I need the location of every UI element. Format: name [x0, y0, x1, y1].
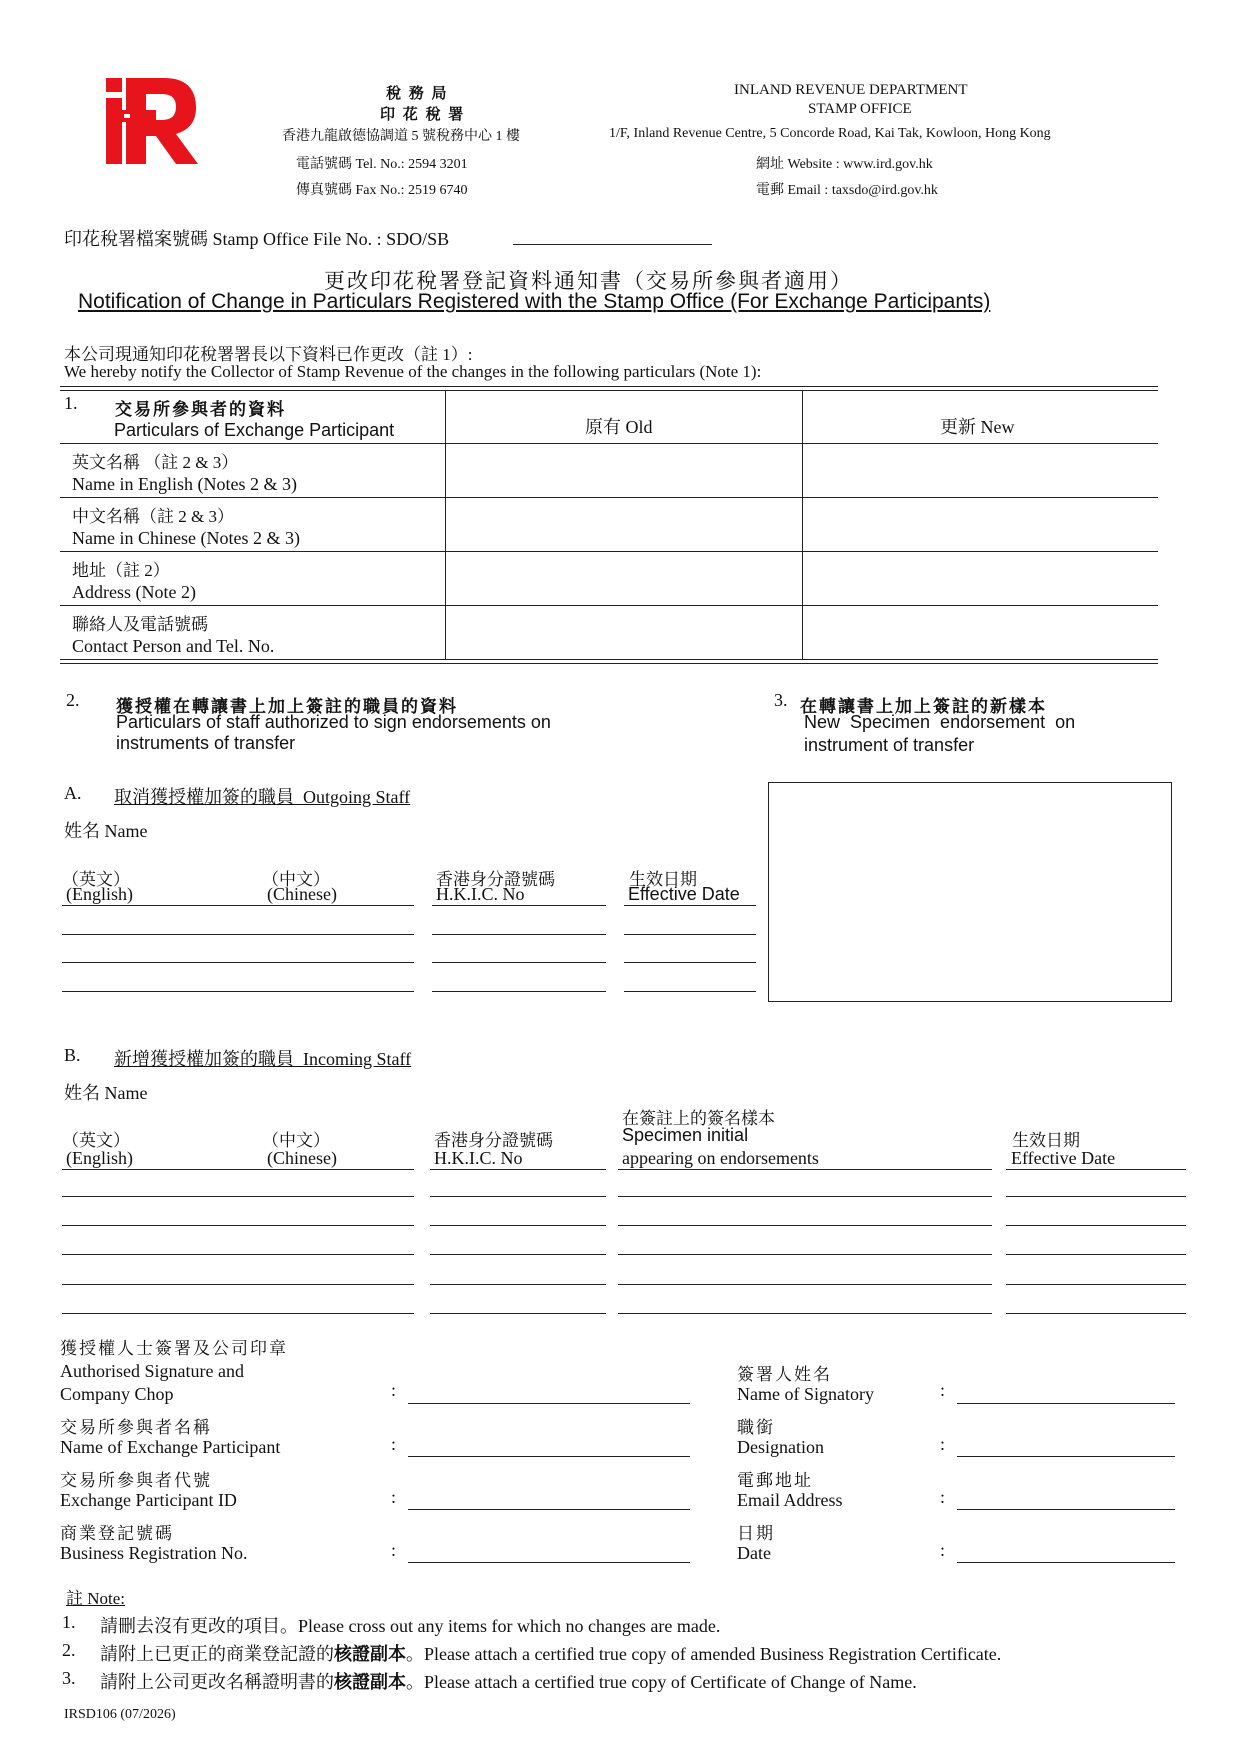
row-name-english-en: Name in English (Notes 2 & 3): [72, 474, 297, 494]
colon: :: [940, 1540, 946, 1560]
section3-heading-en1: New Specimen endorsement on: [804, 712, 1076, 732]
colon: :: [391, 1434, 397, 1454]
designation-zh: 職銜: [737, 1418, 775, 1437]
ep-name-zh: 交易所參與者名稱: [60, 1418, 212, 1437]
partB-col-english-en: (English): [66, 1148, 133, 1168]
old-contact-cell[interactable]: [447, 607, 800, 657]
header-en-address: 1/F, Inland Revenue Centre, 5 Concorde Road, Kai Tak, Kowloon, Hong Kong: [609, 126, 1051, 141]
header-email: 電郵 Email : taxsdo@ird.gov.hk: [756, 183, 938, 198]
partB-col-date-en: Effective Date: [1011, 1148, 1116, 1168]
file-no-field[interactable]: [513, 244, 712, 245]
colon: :: [391, 1380, 397, 1400]
auth-signature-en1: Authorised Signature and: [60, 1361, 244, 1381]
note-1-text: 請刪去沒有更改的項目。Please cross out any items for which no changes are made.: [100, 1616, 721, 1636]
partB-col-hkic-en: H.K.I.C. No: [434, 1148, 523, 1168]
date-field[interactable]: [957, 1562, 1175, 1563]
section1-num: 1.: [64, 393, 78, 413]
partB-col-specimen-en1: Specimen initial: [622, 1125, 749, 1145]
section3-heading-zh: 在轉讓書上加上簽註的新樣本: [800, 697, 1047, 716]
colon: :: [391, 1487, 397, 1507]
email-en: Email Address: [737, 1490, 843, 1510]
email-field[interactable]: [957, 1509, 1175, 1510]
row-address-en: Address (Note 2): [72, 582, 196, 602]
auth-signature-field[interactable]: [408, 1403, 690, 1404]
note-2-en: 。Please attach a certified true copy of amended Business Registration Certificate.: [406, 1644, 1002, 1664]
note-3-zh: 請附上公司更改名稱證明書的: [100, 1672, 334, 1692]
partB-col-chinese-zh: （中文）: [262, 1131, 330, 1150]
col-new-header: 更新 New: [940, 417, 1015, 437]
new-address-cell[interactable]: [804, 553, 1156, 603]
header-zh-dept: 稅 務 局: [386, 86, 449, 102]
partA-col-chinese-en: (Chinese): [267, 884, 337, 904]
note-1-num: 1.: [62, 1612, 76, 1632]
colon: :: [940, 1487, 946, 1507]
note-3-num: 3.: [62, 1668, 76, 1688]
section1-heading-zh: 交易所參與者的資料: [115, 400, 286, 419]
ep-name-en: Name of Exchange Participant: [60, 1437, 281, 1457]
partB-letter: B.: [64, 1045, 81, 1065]
signatory-zh: 簽署人姓名: [737, 1365, 832, 1384]
header-zh-address: 香港九龍啟德協調道 5 號稅務中心 1 樓: [282, 129, 520, 144]
designation-en: Designation: [737, 1437, 824, 1457]
intro-en: We hereby notify the Collector of Stamp Revenue of the changes in the following particulars (Note 1):: [64, 362, 762, 381]
note-3-bold: 核證副本: [334, 1672, 406, 1692]
partA-col-chinese-zh: （中文）: [262, 870, 330, 889]
partB-col-date-zh: 生效日期: [1012, 1131, 1080, 1150]
auth-signature-en2: Company Chop: [60, 1384, 174, 1404]
note-2-num: 2.: [62, 1640, 76, 1660]
new-name-chinese-cell[interactable]: [804, 499, 1156, 549]
partA-letter: A.: [64, 783, 82, 803]
section2-heading-en2: instruments of transfer: [116, 733, 296, 753]
ep-id-field[interactable]: [408, 1509, 690, 1510]
colon: :: [940, 1380, 946, 1400]
row-contact-en: Contact Person and Tel. No.: [72, 636, 275, 656]
header-website: 網址 Website : www.ird.gov.hk: [756, 157, 933, 172]
partA-col-english-zh: （英文）: [62, 870, 130, 889]
col-old-header: 原有 Old: [585, 417, 653, 437]
header-zh-office: 印 花 稅 署: [380, 107, 466, 123]
partA-name-label: 姓名 Name: [64, 821, 148, 841]
note-3-text: [100, 1668, 917, 1694]
partB-col-hkic-zh: 香港身分證號碼: [434, 1131, 553, 1150]
row-contact-zh: 聯絡人及電話號碼: [72, 615, 208, 634]
partA-col-hkic-en: H.K.I.C. No: [436, 884, 525, 904]
old-name-english-cell[interactable]: [447, 445, 800, 495]
signatory-en: Name of Signatory: [737, 1384, 874, 1404]
row-name-english-zh: 英文名稱 （註 2 & 3）: [72, 453, 239, 472]
old-address-cell[interactable]: [447, 553, 800, 603]
note-2-zh: 請附上已更正的商業登記證的: [100, 1644, 334, 1664]
partB-col-chinese-en: (Chinese): [267, 1148, 337, 1168]
colon: :: [940, 1434, 946, 1454]
specimen-endorsement-box[interactable]: [768, 782, 1172, 1002]
colon: :: [391, 1540, 397, 1560]
intro-zh: 本公司現通知印花稅署署長以下資料已作更改（註 1）:: [64, 345, 473, 364]
note-3-en: 。Please attach a certified true copy of Certificate of Change of Name.: [406, 1672, 917, 1692]
old-name-chinese-cell[interactable]: [447, 499, 800, 549]
note-2-text: [100, 1640, 1001, 1666]
new-contact-cell[interactable]: [804, 607, 1156, 657]
row-name-chinese-zh: 中文名稱（註 2 & 3）: [72, 507, 234, 526]
row-address-zh: 地址（註 2）: [72, 561, 170, 580]
partA-col-english-en: (English): [66, 884, 133, 904]
section2-heading-en1: Particulars of staff authorized to sign endorsements on: [116, 712, 551, 732]
partA-col-date-en: Effective Date: [628, 884, 740, 904]
file-no-label: 印花稅署檔案號碼 Stamp Office File No. : SDO/SB: [64, 229, 450, 249]
section2-heading-zh: 獲授權在轉讓書上加上簽註的職員的資料: [116, 697, 458, 716]
ird-logo: [104, 76, 200, 168]
section3-num: 3.: [774, 690, 788, 710]
partA-title: 取消獲授權加簽的職員 Outgoing Staff: [114, 787, 411, 807]
row-name-chinese-en: Name in Chinese (Notes 2 & 3): [72, 528, 300, 548]
title-zh: 更改印花稅署登記資料通知書（交易所參與者適用）: [324, 269, 853, 293]
date-zh: 日期: [737, 1524, 775, 1543]
br-no-zh: 商業登記號碼: [60, 1524, 174, 1543]
form-code: IRSD106 (07/2026): [64, 1707, 176, 1722]
section3-heading-en2: instrument of transfer: [804, 735, 975, 755]
notes-heading: 註 Note:: [66, 1589, 126, 1608]
auth-signature-zh: 獲授權人士簽署及公司印章: [60, 1339, 288, 1358]
partA-col-date-zh: 生效日期: [629, 870, 697, 889]
ep-name-field[interactable]: [408, 1456, 690, 1457]
br-no-en: Business Registration No.: [60, 1543, 248, 1563]
header-tel: 電話號碼 Tel. No.: 2594 3201: [296, 157, 468, 172]
note-2-bold: 核證副本: [334, 1644, 406, 1664]
header-en-office: STAMP OFFICE: [808, 101, 912, 117]
br-no-field[interactable]: [408, 1562, 690, 1563]
partB-col-specimen-zh: 在簽註上的簽名樣本: [622, 1109, 775, 1128]
new-name-english-cell[interactable]: [804, 445, 1156, 495]
email-zh: 電郵地址: [737, 1471, 813, 1490]
header-en-dept: INLAND REVENUE DEPARTMENT: [734, 82, 968, 98]
header-fax: 傳真號碼 Fax No.: 2519 6740: [296, 183, 468, 198]
title-en: Notification of Change in Particulars Registered with the Stamp Office (For Exchange Participants): [78, 290, 991, 313]
designation-field[interactable]: [957, 1456, 1175, 1457]
section1-heading-en: Particulars of Exchange Participant: [114, 420, 395, 440]
ep-id-en: Exchange Participant ID: [60, 1490, 237, 1510]
section2-num: 2.: [66, 690, 80, 710]
partA-col-hkic-zh: 香港身分證號碼: [436, 870, 555, 889]
partB-name-label: 姓名 Name: [64, 1083, 148, 1103]
date-en: Date: [737, 1543, 771, 1563]
partB-title: 新增獲授權加簽的職員 Incoming Staff: [114, 1049, 412, 1069]
partB-col-english-zh: （英文）: [62, 1131, 130, 1150]
ep-id-zh: 交易所參與者代號: [60, 1471, 212, 1490]
partB-col-specimen-en2: appearing on endorsements: [622, 1148, 819, 1168]
signatory-field[interactable]: [957, 1403, 1175, 1404]
